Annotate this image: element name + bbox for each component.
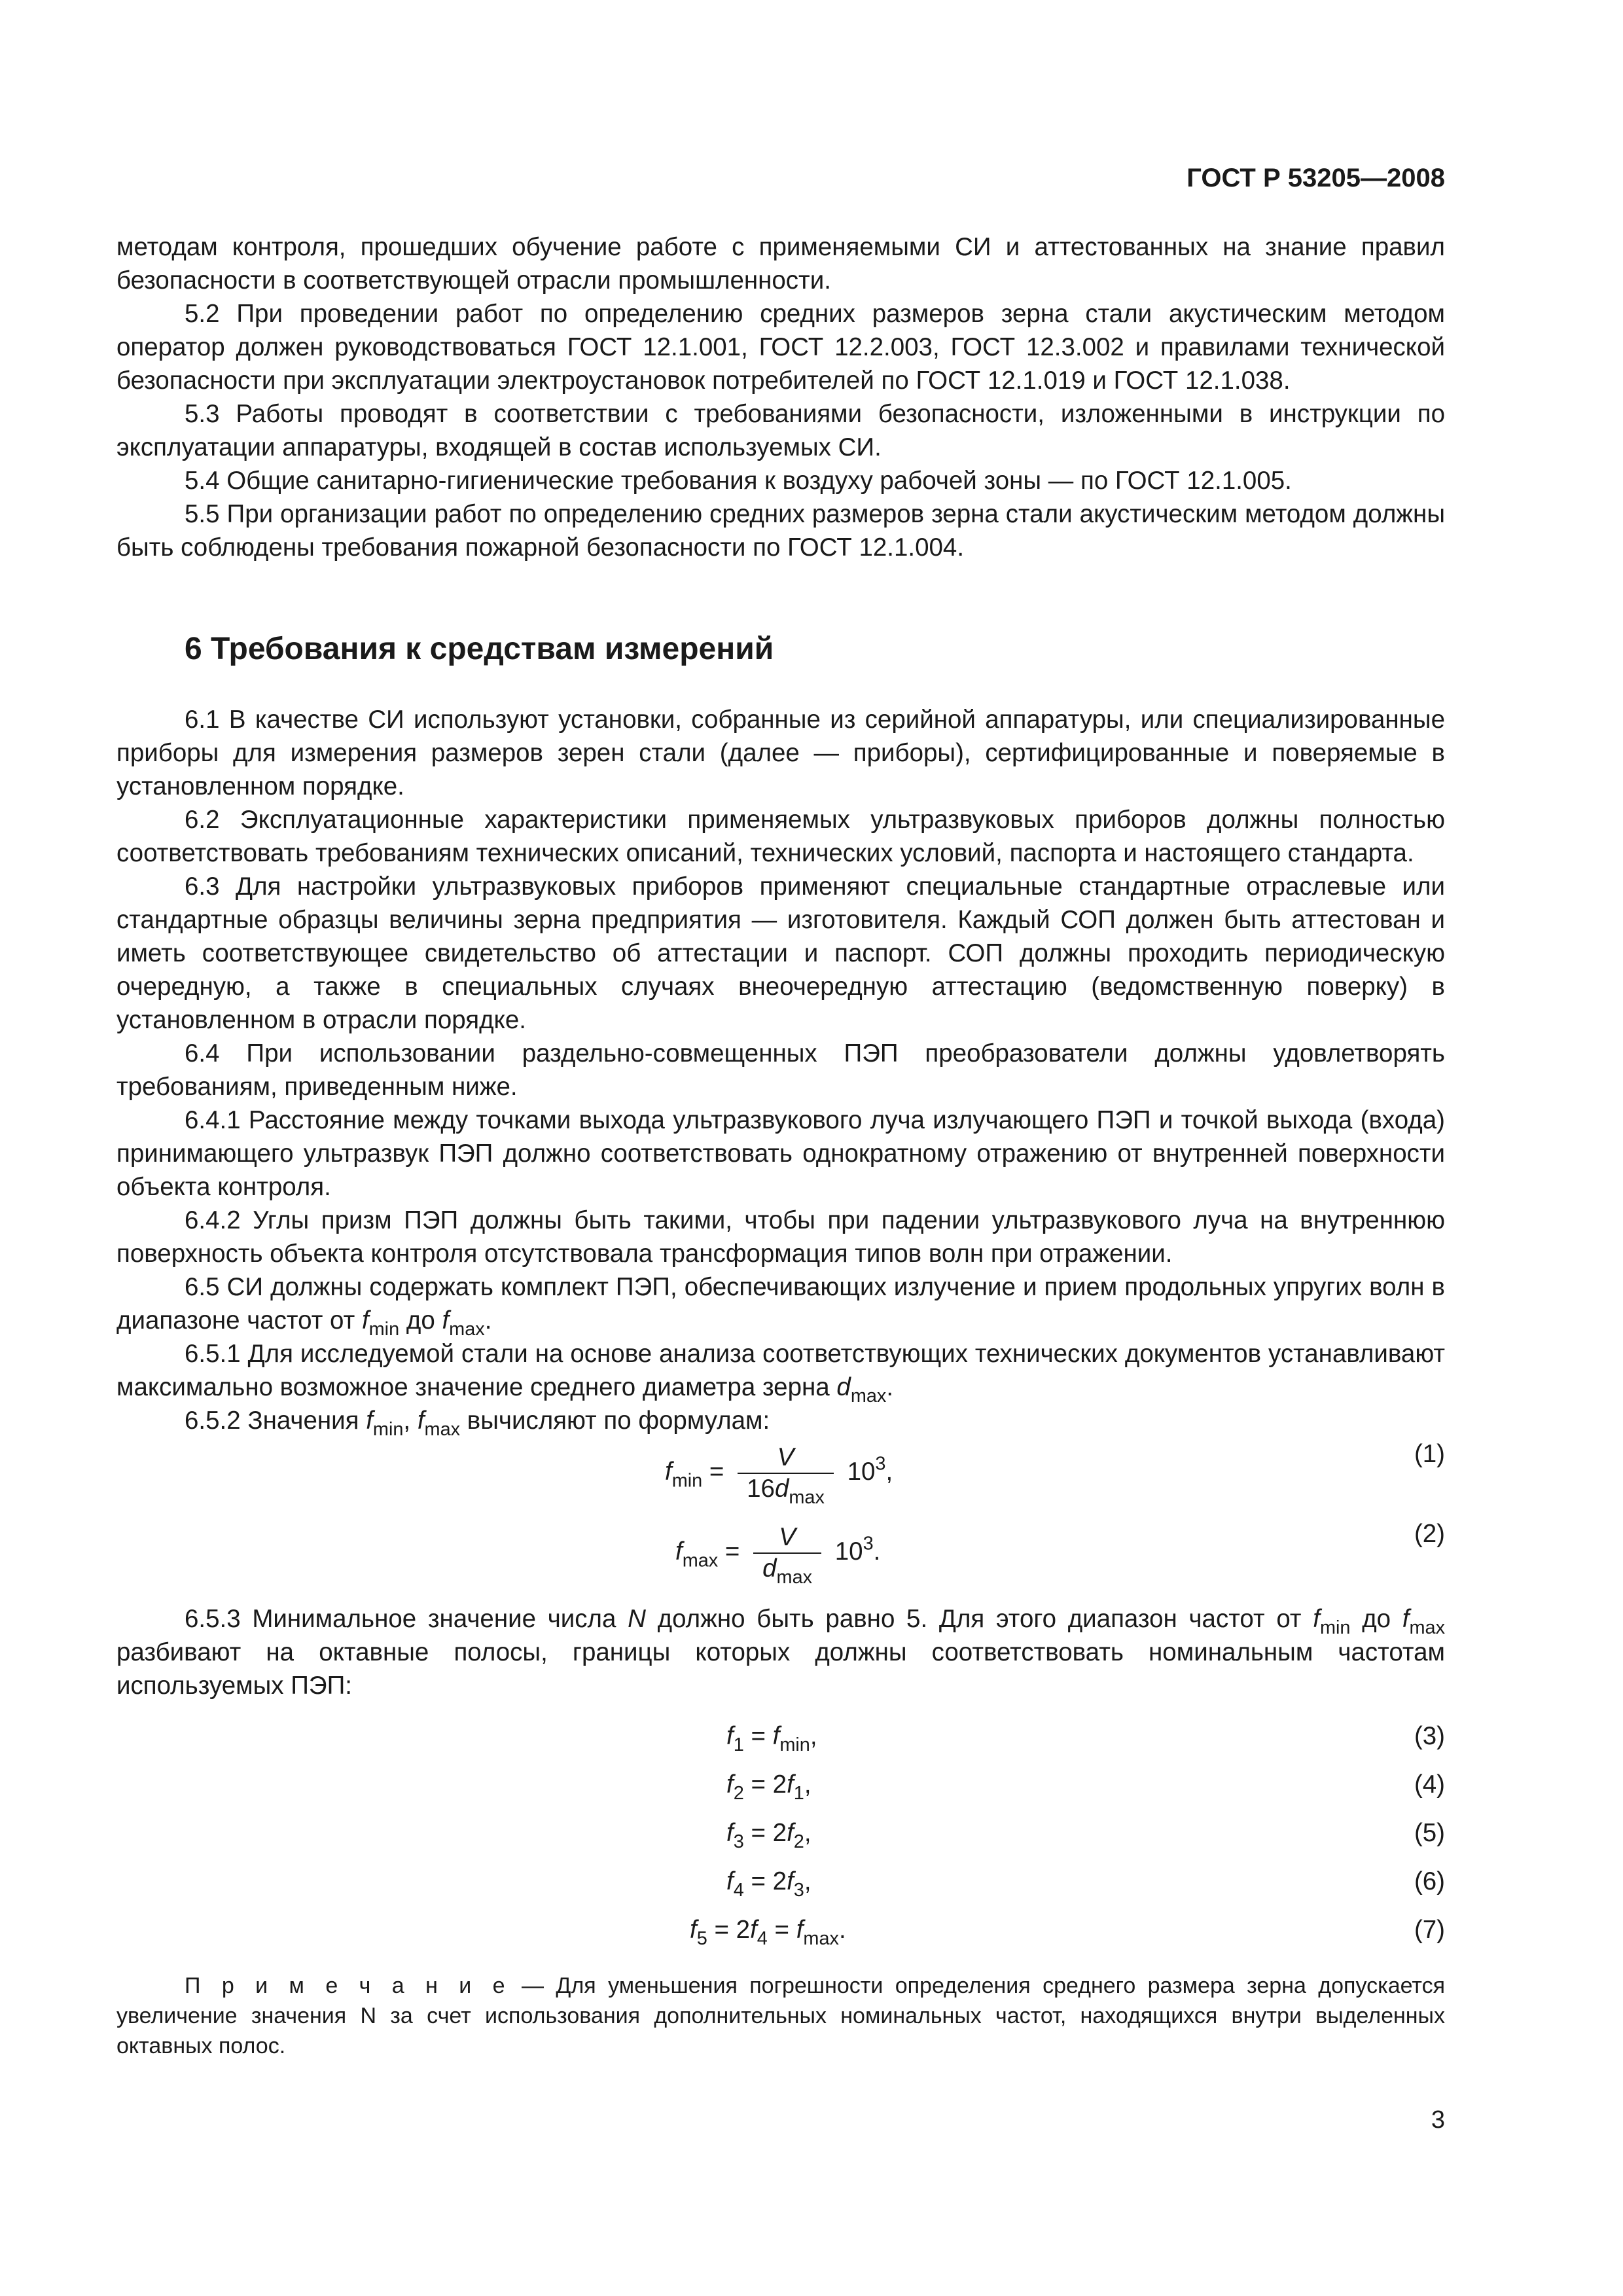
paragraph-continuation: методам контроля, прошедших обучение работе с применяемыми СИ и аттестованных на знание правил безопасности в соответствующей отрасли промышленности. [116, 233, 1445, 295]
paragraph-6-2: 6.2 Эксплуатационные характеристики применяемых ультразвуковых приборов должны полностью соответствовать требованиям технических описаний, технических условий, паспорта и настоящего стандарта. [116, 806, 1445, 867]
formula-number: (5) [1414, 1819, 1445, 1847]
formula-number: (4) [1414, 1770, 1445, 1799]
formula-number: (2) [1414, 1520, 1445, 1548]
formula-7: $f_5 = 2f_4 = f_{max}$. (7) [116, 1909, 1445, 1958]
paragraph-5-3: 5.3 Работы проводят в соответствии с требованиями безопасности, изложенными в инструкции по эксплуатации аппаратуры, входящей в состав используемых СИ. [116, 400, 1445, 461]
paragraph-6-5-1: 6.5.1 Для исследуемой стали на основе анализа соответствующих технических документов устанавливают максимально возможное значение среднего диаметра зерна $d_{max}$. [116, 1340, 1445, 1407]
paragraph-6-5-2: 6.5.2 Значения $f_{min}$, $f_{max}$ вычисляют по формулам: [185, 1407, 770, 1441]
paragraph-6-5: 6.5 СИ должны содержать комплект ПЭП, обеспечивающих излучение и прием продольных упругих волн в диапазоне частот от $f_{min}$ до $f_{max}$. [116, 1273, 1445, 1340]
paragraph-5-5: 5.5 При организации работ по определению средних размеров зерна стали акустическим методом должны быть соблюдены требования пожарной безопасности по ГОСТ 12.1.004. [116, 500, 1445, 562]
formula-6: $f_4 = 2f_3$, (6) [116, 1861, 1445, 1909]
formula-number: (3) [1414, 1722, 1445, 1750]
formula-3: $f_1 = f_{min}$, (3) [116, 1715, 1445, 1764]
paragraph-6-1: 6.1 В качестве СИ используют установки, собранные из серийной аппаратуры, или специализированные приборы для измерения размеров зерен стали (далее — приборы), сертифицированные и поверяемые в установленном порядке. [116, 706, 1445, 800]
formula-number: (1) [1414, 1440, 1445, 1468]
note-text: — Для уменьшения погрешности определения среднего размера зерна допускается увеличение значения N за счет использования дополнительных номинальных частот, находящихся внутри выделенных октавных полос. [116, 1973, 1445, 2058]
paragraph-5-4: 5.4 Общие санитарно-гигиенические требования к воздуху рабочей зоны — по ГОСТ 12.1.005. [185, 467, 1292, 495]
formula-2: $f_{max}$ = $\frac{V}{d_{max}}$ $10^3$. (2) [116, 1517, 1445, 1597]
paragraph-6-4: 6.4 При использовании раздельно-совмещенных ПЭП преобразователи должны удовлетворять требованиям, приведенным ниже. [116, 1039, 1445, 1101]
section-6-title: 6 Требования к средствам измерений [185, 632, 774, 666]
paragraph-6-4-2: 6.4.2 Углы призм ПЭП должны быть такими, чтобы при падении ультразвукового луча на внутреннюю поверхность объекта контроля отсутствовала трансформация типов волн при отражении. [116, 1206, 1445, 1268]
standard-header: ГОСТ Р 53205—2008 [1186, 164, 1445, 192]
formula-number: (7) [1414, 1916, 1445, 1944]
page-content [116, 230, 1445, 2061]
formula-5: $f_3 = 2f_2$, (5) [116, 1812, 1445, 1861]
paragraph-6-3: 6.3 Для настройки ультразвуковых приборов применяют специальные стандартные отраслевые или стандартные образцы величины зерна предприятия — изготовителя. Каждый СОП должен быть аттестован и иметь соответствующее свидетельство об аттестации и паспорт. СОП должны проходить периодическую очередную, а также в специальных случаях внеочередную аттестацию (ведомственную поверку) в установленном в отрасли порядке. [116, 872, 1445, 1034]
note [116, 1971, 1445, 2061]
page-number: 3 [1431, 2106, 1445, 2134]
paragraph-5-2: 5.2 При проведении работ по определению средних размеров зерна стали акустическим методом оператор должен руководствоваться ГОСТ 12.1.001, ГОСТ 12.2.003, ГОСТ 12.3.002 и правилами технической безопасности при эксплуатации электроустановок потребителей по ГОСТ 12.1.019 и ГОСТ 12.1.038. [116, 300, 1445, 395]
paragraph-6-5-3: 6.5.3 Минимальное значение числа N должно быть равно 5. Для этого диапазон частот от $f_{min}$ до $f_{max}$ разбивают на октавные полосы, границы которых должны соответствовать номинальным частотам используемых ПЭП: [116, 1605, 1446, 1700]
note-label: П р и м е ч а н и е [185, 1973, 510, 1998]
formula-number: (6) [1414, 1867, 1445, 1895]
paragraph-6-4-1: 6.4.1 Расстояние между точками выхода ультразвукового луча излучающего ПЭП и точкой выхода (входа) принимающего ультразвук ПЭП должно соответствовать однократному отражению от внутренней поверхности объекта контроля. [116, 1106, 1445, 1201]
formula-4: $f_2 = 2f_1$, (4) [116, 1764, 1445, 1812]
formula-1: $f_{min}$ = $\frac{V}{16d_{max}}$ $10^3$, (1) [116, 1437, 1445, 1517]
